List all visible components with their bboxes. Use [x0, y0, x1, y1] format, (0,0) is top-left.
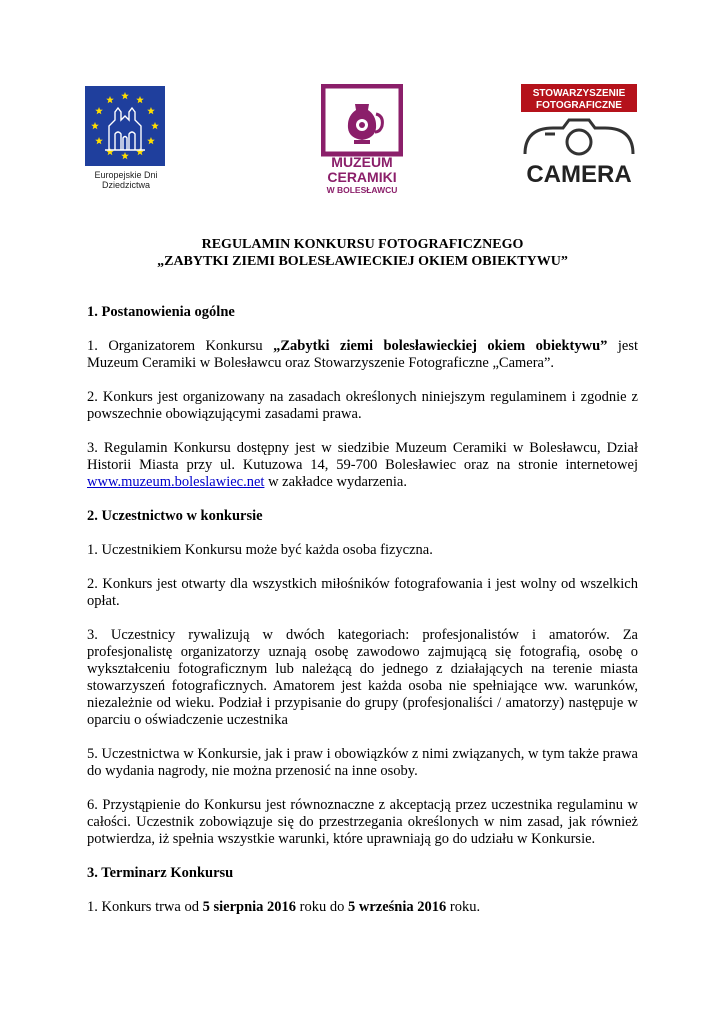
eu-caption-line1: Europejskie Dni — [94, 170, 158, 180]
section-1-paragraph-2: 2. Konkurs jest organizowany na zasadach określonych niniejszym regulaminem i zgodnie z powszechnie obowiązującymi zasadami prawa. — [87, 389, 638, 422]
eu-flag-icon — [85, 86, 165, 166]
section-2-paragraph-5: 5. Uczestnictwa w Konkursie, jak i praw i obowiązków z nimi związanych, w tym także prawa do wydania nagrody, nie można przenosić na inne osoby. — [87, 746, 638, 779]
title-line2: „ZABYTKI ZIEMI BOLESŁAWIECKIEJ OKIEM OBIEKTYWU” — [157, 254, 568, 269]
ceramic-jug-icon — [348, 104, 383, 144]
section-3-heading: 3. Terminarz Konkursu — [87, 865, 234, 881]
end-date: 5 września 2016 — [348, 899, 447, 915]
section-2-paragraph-3: 3. Uczestnicy rywalizują w dwóch kategoriach: profesjonalistów i amatorów. Za profesjonalistę organizatorzy uznają osobę zawodowo zajmującą się fotografią, osobę o wykształceniu fotograficznym lub należącą do jednego z działających na terenie miasta stowarzyszeń fotograficznych. Amatorem jest każda osoba nie spełniające ww. warunków, niezależnie od wieku. Podział i przypisanie do grupy (profesjonaliści / amatorzy) następuje w oparciu o oświadczenie uczestnika — [87, 627, 638, 728]
museum-ceramiki-logo — [321, 84, 403, 196]
section-3-paragraph-1: 1. Konkurs trwa od 5 sierpnia 2016 roku do 5 września 2016 roku. — [87, 899, 481, 915]
section-2-heading: 2. Uczestnictwo w konkursie — [87, 508, 263, 524]
section-2-paragraph-2: 2. Konkurs jest otwarty dla wszystkich miłośników fotografowania i jest wolny od wszelkich opłat. — [87, 576, 638, 609]
section-1-heading: 1. Postanowienia ogólne — [87, 304, 235, 320]
museum-logo-line1: MUZEUM — [331, 154, 393, 170]
section-2-paragraph-6: 6. Przystąpienie do Konkursu jest równoznaczne z akceptacją przez uczestnika regulaminu w całości. Uczestnik zobowiązuje się do przestrzegania określonych w nim zasad, jak również potwierdza, iż spełnia wszystkie warunki, które uprawniają go do udziału w Konkursie. — [87, 797, 638, 847]
museum-website-link[interactable]: www.muzeum.boleslawiec.net — [87, 474, 265, 490]
eu-caption-line2: Dziedzictwa — [101, 180, 150, 190]
section-2-paragraph-1: 1. Uczestnikiem Konkursu może być każda osoba fizyczna. — [87, 542, 433, 558]
contest-name: „Zabytki ziemi bolesławieckiej okiem obiektywu” — [273, 338, 608, 354]
camera-association-logo — [517, 84, 641, 188]
document-title — [87, 236, 638, 270]
assoc-logo-name: CAMERA — [526, 161, 632, 188]
european-heritage-days-logo — [85, 86, 167, 190]
regulations-document — [87, 236, 638, 916]
assoc-logo-line2: FOTOGRAFICZNE — [536, 100, 622, 111]
title-line1: REGULAMIN KONKURSU FOTOGRAFICZNEGO — [201, 237, 524, 252]
camera-icon — [525, 120, 633, 154]
museum-logo-line3: W BOLESŁAWCU — [326, 185, 398, 195]
assoc-logo-line1: STOWARZYSZENIE — [532, 88, 626, 99]
museum-logo-line2: CERAMIKI — [327, 169, 397, 185]
section-1-paragraph-1: 1. Organizatorem Konkursu „Zabytki ziemi bolesławieckiej okiem obiektywu” jest Muzeum Ceramiki w Bolesławcu oraz Stowarzyszenie Fotograficzne „Camera”. — [87, 338, 638, 371]
section-1-paragraph-3: 3. Regulamin Konkursu dostępny jest w siedzibie Muzeum Ceramiki w Bolesławcu, Dział Historii Miasta przy ul. Kutuzowa 14, 59-700 Bolesławiec oraz na stronie internetowej www.muzeum.boleslawiec.net w zakładce wydarzenia. — [87, 440, 638, 490]
start-date: 5 sierpnia 2016 — [202, 899, 297, 915]
header-logos — [0, 84, 725, 196]
